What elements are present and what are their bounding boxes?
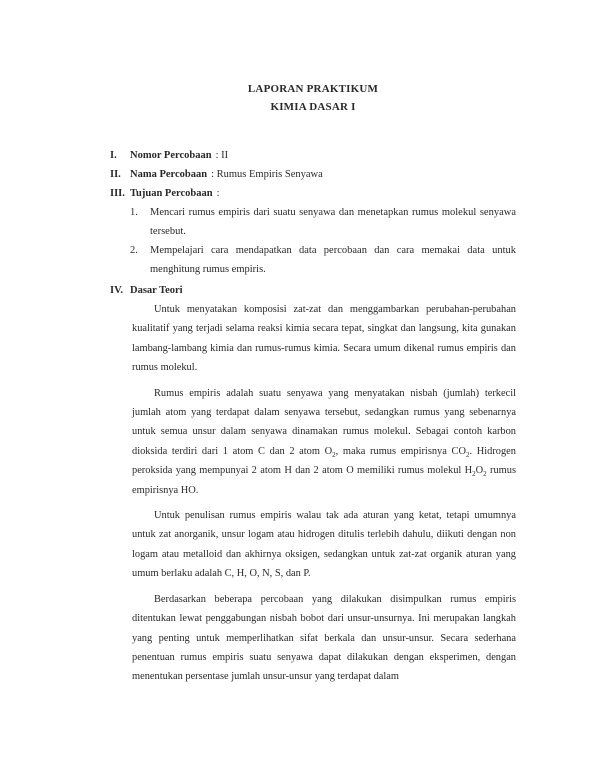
list-item-number: 1. [130,207,138,218]
subscript: 2 [472,470,476,479]
experiment-info [110,146,516,203]
list-item [110,203,516,241]
experiment-name-label: Nama Percobaan [130,169,208,180]
objectives-list [110,203,516,279]
list-item-text: Mempelajari cara mendapatkan data percobaan dan cara memakai data untuk menghitung rumus empiris. [150,245,516,275]
theory-paragraph-1: Untuk menyatakan komposisi zat-zat dan menggambarkan perubahan-perubahan kualitatif yang terjadi selama reaksi kimia secara tepat, singkat dan langsung, kita gunakan lambang-lambang kimia dan rumus-rumus kimia. Secara umum dikenal rumus empiris dan rumus molekul. [132,304,516,374]
experiment-number-row [110,146,516,165]
section-number: I. [110,150,117,161]
theory-heading [110,281,516,300]
subscript: 2 [332,450,336,459]
paragraph-text: Rumus empiris adalah suatu senyawa yang menyatakan nisbah (jumlah) terkecil jumlah atom yang terdapat dalam senyawa tersebut, sedangkan rumus yang sebenarnya untuk semua unsur dalam senyawa dinamakan rumus molekul. Sebagai contoh karbon dioksida terdiri dari 1 atom C dan 2 atom O [132,387,516,457]
paragraph-text: O [475,465,484,477]
section-number: II. [110,169,121,180]
list-item-text: Mencari rumus empiris dari suatu senyawa dan menetapkan rumus molekul senyawa tersebut. [150,207,516,237]
theory-heading-label: Dasar Teori [130,285,183,296]
paragraph-text: . Hidrogen peroksida yang mempunyai 2 atom H dan 2 atom O memiliki rumus molekul H [132,445,516,477]
subscript: 2 [483,470,487,479]
experiment-name-row [110,165,516,184]
paragraph-text: rumus empirisnya HO. [132,465,516,496]
experiment-name-value: : Rumus Empiris Senyawa [211,169,323,180]
experiment-objective-colon: : [216,188,220,199]
list-item-number: 2. [130,245,138,256]
experiment-objective-label: Tujuan Percobaan [130,188,213,199]
section-number: III. [110,188,125,199]
subscript: 2 [465,450,470,459]
section-number: IV. [110,285,123,296]
theory-paragraph-3: Untuk penulisan rumus empiris walau tak ada aturan yang ketat, tetapi umumnya untuk zat anorganik, unsur logam atau hidrogen ditulis terlebih dahulu, diikuti dengan non logam atau metalloid dan akhirnya oksigen, sedangkan untuk zat-zat organik aturan yang umum berlaku adalah C, H, O, N, S, dan P. [132,510,516,580]
report-subtitle: KIMIA DASAR I [270,101,356,113]
experiment-number-label: Nomor Percobaan [130,150,212,161]
experiment-objective-row [110,184,516,203]
experiment-number-value: : II [215,150,229,161]
theory-paragraph-2 [132,384,516,500]
paragraph-text: , maka rumus empirisnya CO [335,445,466,457]
report-title: LAPORAN PRAKTIKUM [247,83,379,95]
theory-paragraph-4: Berdasarkan beberapa percobaan yang dilakukan disimpulkan rumus empiris ditentukan lewat penggabungan nisbah bobot dari unsur-unsurnya. Ini merupakan langkah yang penting untuk memperlihatkan sifat berkala dan unsur-unsur. Secara sederhana penentuan rumus empiris suatu senyawa dapat dilakukan dengan eksperimen, dengan menentukan persentase jumlah unsur-unsur yang terdapat dalam [132,593,516,683]
list-item [110,241,516,279]
